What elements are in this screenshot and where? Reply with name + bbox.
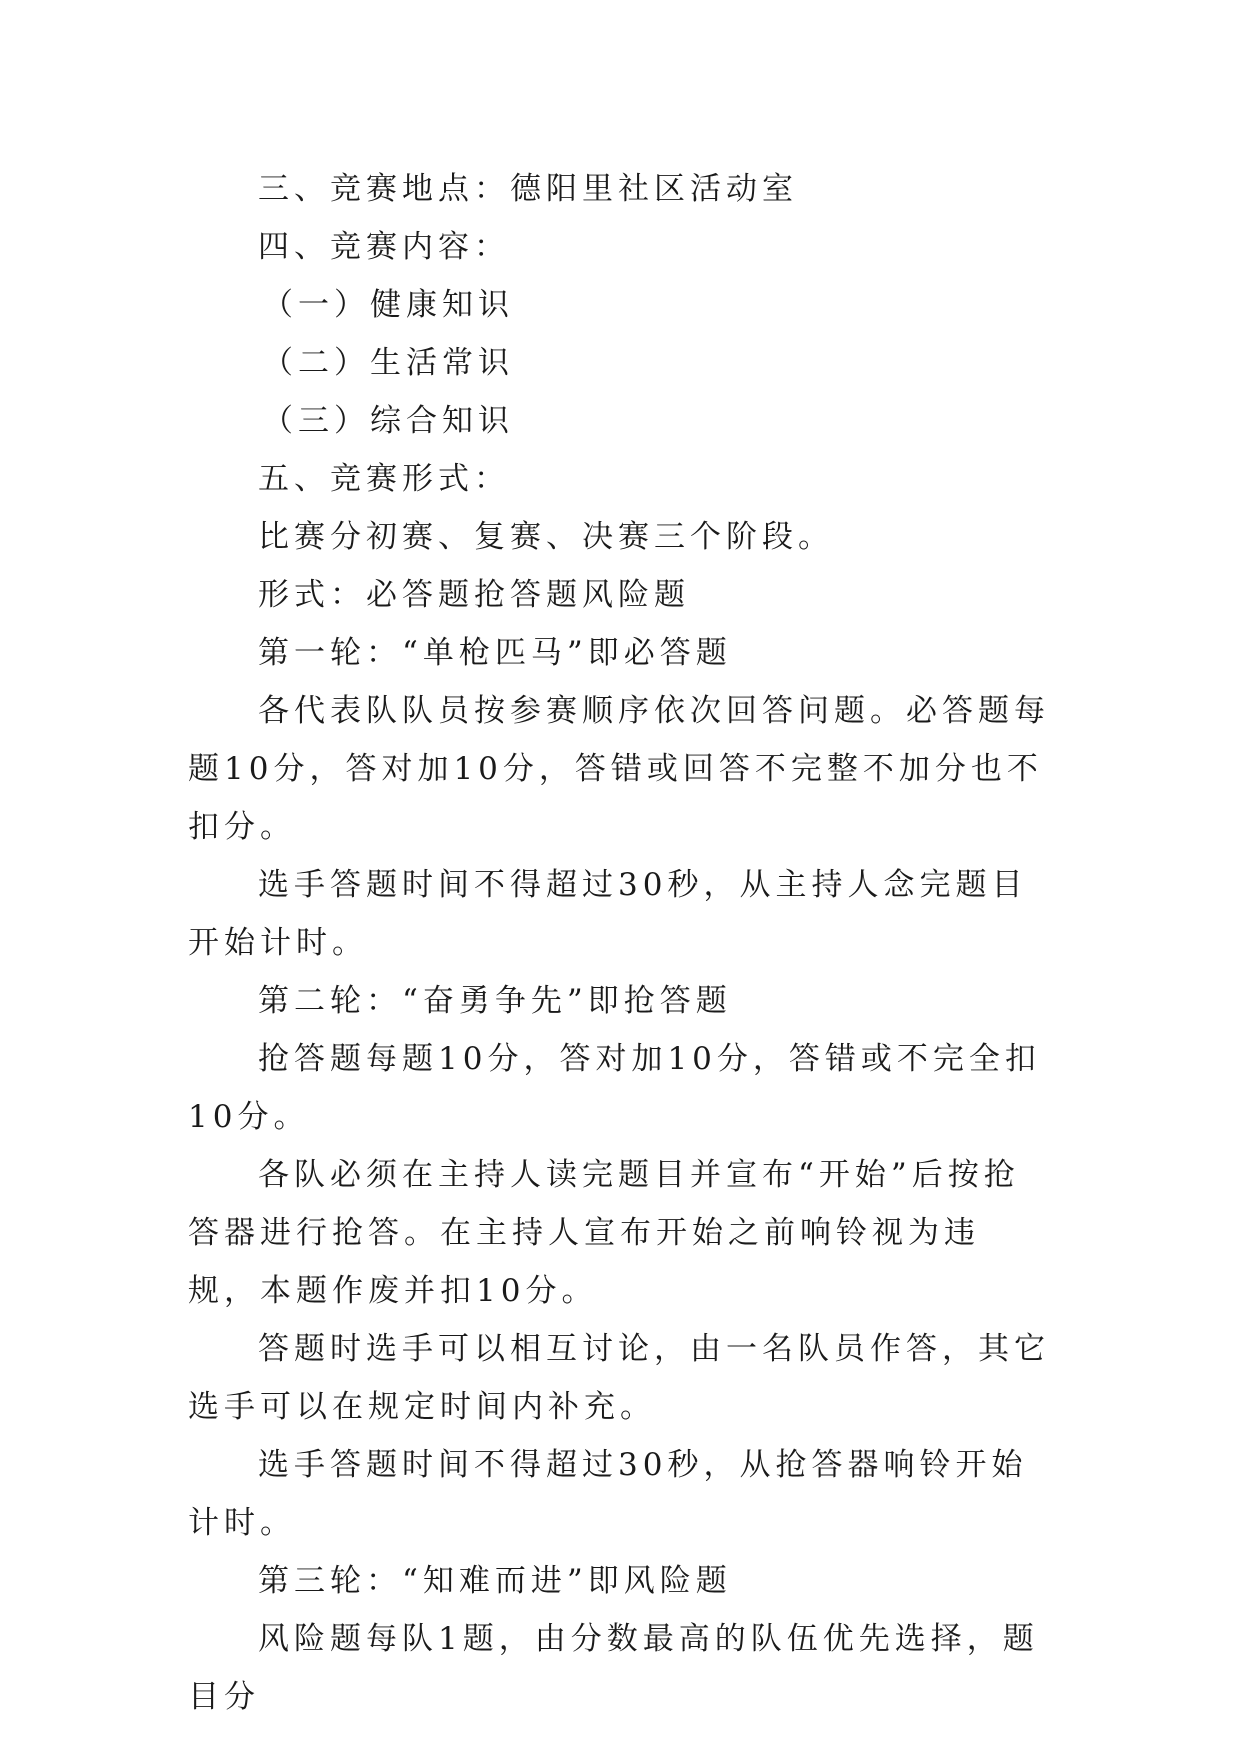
paragraph-round-two-time: 选手答题时间不得超过30秒，从抢答器响铃开始计时。 (188, 1447, 1028, 1541)
paragraph-stages: 比赛分初赛、复赛、决赛三个阶段。 (258, 519, 834, 555)
paragraph-life-knowledge: （二）生活常识 (262, 345, 514, 381)
paragraph-round-two-scoring: 抢答题每题10分，答对加10分，答错或不完全扣10分。 (188, 1041, 1041, 1135)
paragraph-general-knowledge: （三）综合知识 (262, 403, 514, 439)
paragraph-venue: 三、竞赛地点：德阳里社区活动室 (258, 171, 798, 207)
paragraph-format-heading: 五、竞赛形式： (258, 461, 510, 497)
paragraph-round-three-rules: 风险题每队1题，由分数最高的队伍优先选择，题目分 (188, 1621, 1039, 1715)
paragraph-round-one-heading: 第一轮：“单枪匹马”即必答题 (258, 635, 732, 671)
paragraph-content-heading: 四、竞赛内容： (258, 229, 510, 265)
paragraph-round-two-buzzer: 各队必须在主持人读完题目并宣布“开始”后按抢答器进行抢答。在主持人宣布开始之前响铃视为违规，本题作废并扣10分。 (188, 1157, 1020, 1309)
paragraph-health-knowledge: （一）健康知识 (262, 287, 514, 323)
paragraph-round-two-discussion: 答题时选手可以相互讨论，由一名队员作答，其它选手可以在规定时间内补充。 (188, 1331, 1050, 1425)
paragraph-round-two-heading: 第二轮：“奋勇争先”即抢答题 (258, 983, 732, 1019)
document-body (188, 160, 1050, 1726)
paragraph-round-three-heading: 第三轮：“知难而进”即风险题 (258, 1563, 732, 1599)
paragraph-question-types: 形式：必答题抢答题风险题 (258, 577, 690, 613)
paragraph-round-one-time: 选手答题时间不得超过30秒，从主持人念完题目开始计时。 (188, 867, 1028, 961)
paragraph-round-one-rules: 各代表队队员按参赛顺序依次回答问题。必答题每题10分，答对加10分，答错或回答不完整不加分也不扣分。 (188, 693, 1050, 845)
